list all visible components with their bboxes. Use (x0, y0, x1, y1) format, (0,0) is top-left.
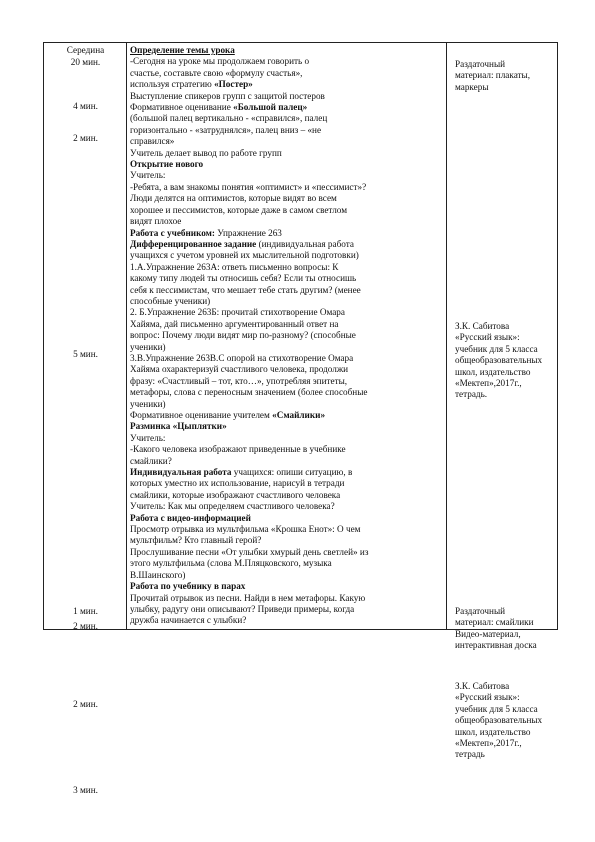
text-line: 1.А.Упражнение 263А: ответь письменно вопросы: К (130, 261, 339, 272)
text-line: материал: плакаты, (455, 70, 531, 81)
text-line: Формативное оценивание учителем (130, 410, 273, 420)
section-heading: Работа с видео-информацией (130, 512, 251, 523)
time-label: 2 мин. (73, 133, 98, 143)
text-line: справился» (130, 136, 175, 147)
time-label: 2 мин. (73, 621, 98, 631)
text-line: метафоры, слова с переносным значением (более способные (130, 387, 368, 398)
text-line: фразу: «Счастливый – тот, кто…», употребляя эпитеты, (130, 375, 348, 386)
text-line: себя к пессимистам, что мешает тебе стать другим? (менее (130, 284, 361, 295)
time-label: 4 мин. (73, 101, 98, 111)
time-label: Середина (66, 45, 105, 55)
text-line: вопрос: Почему люди видят мир по-разному? (способные (130, 330, 356, 341)
text-line: Люди делятся на оптимистов, которые видят во всем (130, 193, 337, 204)
text-line: Хайяма, дай письменно аргументированный ответ на (130, 318, 339, 329)
lesson-table (43, 42, 558, 795)
text-line: которых уместно их использование, нарисуй в тетради (130, 478, 345, 489)
text-line: интерактивная доска (455, 640, 537, 651)
section-heading: Определение темы урока (130, 45, 235, 55)
text-line: тетрадь (455, 749, 485, 760)
time-label: 20 мин. (70, 57, 101, 67)
text-line: общеобразовательных (455, 355, 543, 366)
section-heading: Открытие нового (130, 159, 204, 170)
resource-block-handouts (455, 59, 559, 93)
text-line: Упражнение 263 (217, 227, 282, 238)
text-line: хорошее и пессимистов, которые даже в самом светлом (130, 204, 348, 215)
text-line: ученики) (130, 398, 166, 409)
time-label: 1 мин. (73, 606, 98, 616)
text-line: -Ребята, а вам знакомы понятия «оптимист» и «пессимист»? (130, 181, 367, 192)
text-line: школ, издательство (455, 726, 531, 737)
time-label: 5 мин. (73, 349, 98, 359)
text-line: тетрадь. (455, 389, 488, 400)
text-line: (большой палец вертикально - «справился», палец (130, 113, 328, 124)
text-line: Учитель: (130, 432, 166, 443)
time-label: 2 мин. (73, 699, 98, 709)
text-line: «Русский язык»: (455, 332, 520, 343)
strategy-name: «Постер» (214, 79, 253, 90)
text-line: 3.В.Упражнение 263В.С опорой на стихотворение Омара (130, 352, 354, 363)
text-line: способные ученики) (130, 295, 211, 306)
text-line: «Мектеп»,2017г., (455, 738, 522, 749)
text-line: счастье, составьте свою «формулу счастья», (130, 67, 303, 78)
text-line: В.Шаинского) (130, 569, 186, 580)
resources-column (447, 43, 558, 760)
text-line: -Какого человека изображают приведенные в учебнике (130, 444, 346, 455)
text-line: мультфильм? Кто главный герой? (130, 535, 262, 546)
text-line: -Сегодня на уроке мы продолжаем говорить о (130, 56, 310, 67)
text-line: 2. Б.Упражнение 263Б: прочитай стихотворение Омара (130, 307, 345, 318)
section-heading: Дифференцированное задание (130, 238, 259, 249)
text-line: учащихся с учетом уровней их мыслительной подготовки) (130, 250, 359, 261)
text-line: маркеры (455, 81, 489, 92)
text-line: Учитель: (130, 170, 166, 181)
text-line: смайлики, которые изображают счастливого человека (130, 489, 341, 500)
text-line: какому типу людей ты относишь себя? Если ты относишь (130, 273, 357, 284)
text-line: учащихся: опиши ситуацию, в (233, 467, 353, 478)
text-line: Хайяма охарактеризуй счастливого человека, продолжи (130, 364, 349, 375)
text-line: Выступление спикеров групп с защитой постеров (130, 90, 325, 101)
text-line: Раздаточный (455, 59, 506, 69)
text-line: «Русский язык»: (455, 692, 520, 703)
text-line: смайлики? (130, 455, 172, 466)
text-line: учебник для 5 класса (455, 343, 538, 354)
section-heading: Индивидуальная работа (130, 467, 234, 478)
text-line: Просмотр отрывка из мультфильма «Крошка Енот»: О чем (130, 524, 361, 535)
table-row (44, 43, 558, 630)
text-line: горизонтально - «затруднялся», палец вниз – «не (130, 124, 322, 135)
resource-block-textbook (455, 321, 559, 401)
time-column (44, 43, 127, 795)
text-line: Видео-материал, (455, 628, 521, 639)
section-heading: Работа по учебнику в парах (130, 581, 246, 592)
text-line: улыбку, радугу они описывают? Приведи примеры, когда (130, 603, 355, 614)
text-line: З.К. Сабитова (455, 681, 510, 691)
text-line: используя стратегию (130, 79, 215, 90)
text-line: Раздаточный (455, 606, 506, 616)
time-label: 3 мин. (73, 785, 98, 795)
text-line: учебник для 5 класса (455, 703, 538, 714)
text-line: школ, издательство (455, 366, 531, 377)
resource-block-media (455, 606, 559, 652)
text-line: (индивидуальная работа (258, 238, 354, 249)
strategy-name: «Большой палец» (233, 102, 308, 113)
text-line: Прочитай отрывок из песни. Найди в нем метафоры. Какую (130, 592, 366, 603)
section-heading: Работа с учебником: (130, 227, 218, 238)
text-line: Прослушивание песни «От улыбки хмурый день светлей» из (130, 546, 369, 557)
text-line: общеобразовательных (455, 715, 543, 726)
text-line: З.К. Сабитова (455, 321, 510, 331)
text-line: этого мультфильма (слова М.Пляцковского, музыка (130, 558, 332, 569)
text-line: Учитель делает вывод по работе групп (130, 147, 282, 158)
text-line: видят плохое (130, 216, 182, 227)
text-line: дружба начинается с улыбки? (130, 615, 247, 626)
text-line: ученики) (130, 341, 166, 352)
section-heading: Разминка «Цыплятки» (130, 421, 227, 432)
text-line: «Мектеп»,2017г., (455, 378, 522, 389)
text-line: Учитель: Как мы определяем счастливого человека? (130, 501, 335, 512)
text-line: Формативное оценивание (130, 102, 234, 113)
content-column (127, 43, 447, 630)
text-line: материал: смайлики (455, 617, 534, 628)
strategy-name: «Смайлики» (272, 410, 326, 420)
resource-block-textbook-2 (455, 681, 559, 761)
